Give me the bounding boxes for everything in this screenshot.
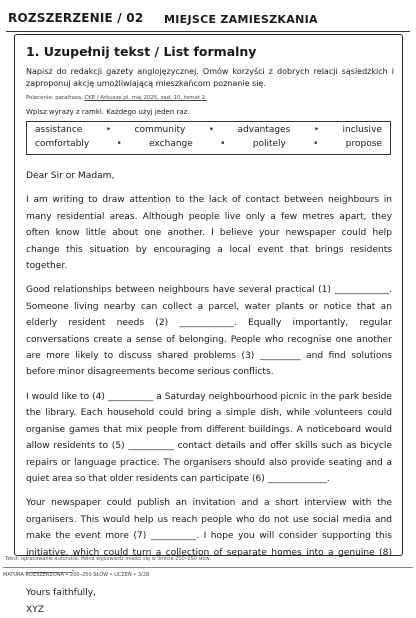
word-bank-row-2 [35,139,382,149]
word-item: propose [345,139,382,149]
footer-divider [3,567,413,568]
word-separator: • [116,139,122,149]
word-separator: • [208,125,215,135]
page-header [6,8,410,32]
word-item: community [134,125,186,135]
page-footer: MATURA ROZSZERZONA • 200–250 SŁÓW • UCZEŃ • 3/28 [3,572,150,578]
footnote: Tekst: opracowanie autorskie. Pełna wypowiedź mieści się w limicie 200–250 słów. [5,556,211,562]
letter-signature: XYZ [26,604,45,615]
word-separator: • [220,139,226,149]
word-item: advantages [237,125,291,135]
letter-paragraph-4: Your newspaper could publish an invitation and a short interview with the organisers. This would help us reach people who do not use social media and make the event more (7) __________. I hope you will consider supporting this initiative, which could turn a collection of separate homes into a genuine (8) __________. [26,498,392,574]
source-link[interactable]: CKE / Arkusze.pl, maj 2025, zad. 10, temat 2. [84,95,207,101]
letter-paragraph-3: I would like to (4) __________ a Saturday neighbourhood picnic in the park beside the library. Each household could bring a simple dish, while volunteers could organise games that mix people from different buildings. A noticeboard would allow residents to (5) __________ contact details and offer skills such as bicycle repairs or language practice. The organisers should also provide seating and a quiet area so that older residents can participate (6) _____________. [26,391,392,484]
word-separator: • [105,125,112,135]
letter-paragraph-1: I am writing to draw attention to the lack of contact between neighbours in many residential areas. Although people live only a few metres apart, they often know little about one another. I believe your newspaper could help change this situation by encouraging a local event that brings residents together. [26,195,392,272]
letter-closing: Yours faithfully, [26,588,96,599]
word-bank [26,121,391,155]
word-separator: • [313,139,319,149]
word-item: inclusive [342,125,382,135]
task-instructions: Napisz do redakcji gazety anglojęzycznej. Omów korzyści z dobrych relacji sąsiedzkich i zaproponuj akcję umożliwiającą mieszkańcom poznanie się. [26,67,394,88]
section-label: ROZSZERZENIE / 02 [8,11,144,25]
topic-title: MIEJSCE ZAMIESZKANIA [164,13,318,26]
task-title: 1. Uzupełnij tekst / List formalny [26,44,257,59]
word-item: comfortably [35,139,90,149]
word-bank-row-1 [35,125,382,135]
word-item: politely [252,139,286,149]
word-item: exchange [149,139,193,149]
letter-paragraph-2: Good relationships between neighbours have several practical (1) ____________. Someone living nearby can collect a parcel, water plants or notice that an elderly resident needs (2) ____________. Equally importantly, regular conversations create a sense of belonging. People who recognise one another are more likely to discuss shared problems (3) _________ and find solutions before minor disagreements become serious conflicts. [26,285,392,378]
word-item: assistance [35,125,83,135]
word-prompt: Wpisz wyrazy z ramki. Każdego użyj jeden raz. [26,108,190,116]
task-source [26,95,207,101]
word-separator: • [313,125,320,135]
letter-body [26,168,392,618]
header-divider [6,31,410,32]
letter-greeting: Dear Sir or Madam, [26,171,115,181]
source-prefix: Polecenie: parafraza. [26,95,83,101]
